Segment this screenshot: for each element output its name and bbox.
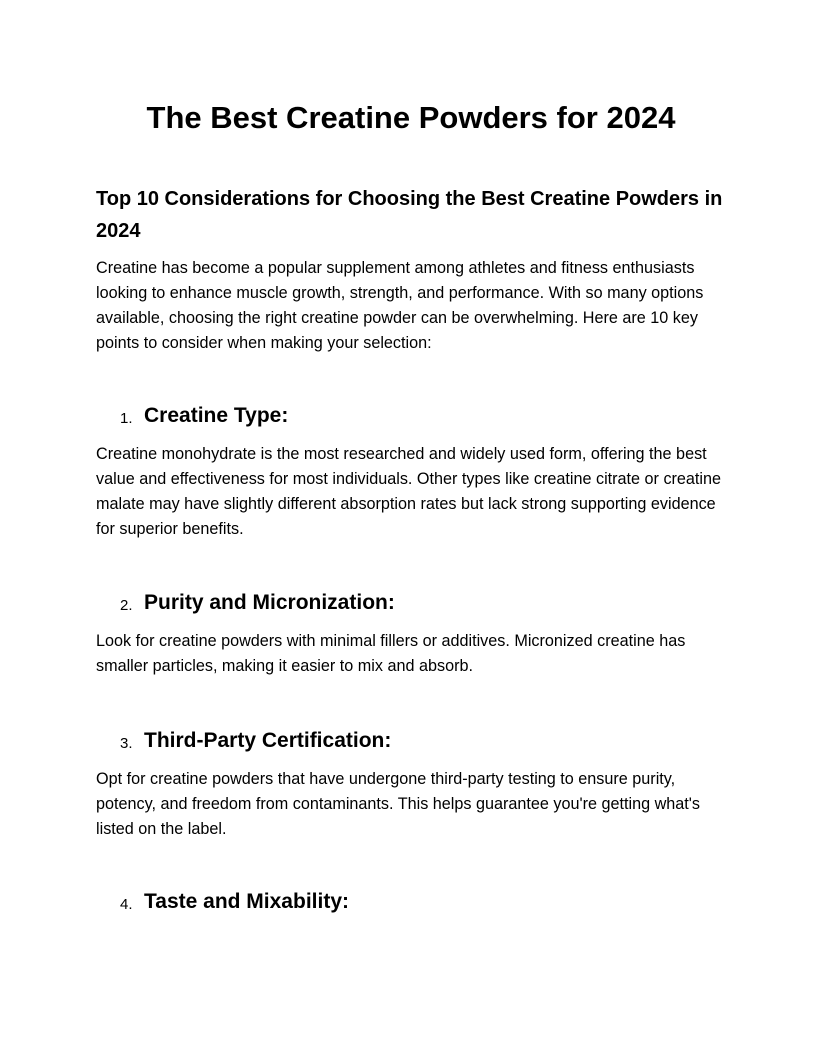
- list-item-title: Purity and Micronization:: [144, 591, 395, 614]
- section-subtitle: Top 10 Considerations for Choosing the Best Creatine Powders in 2024: [96, 188, 723, 242]
- list-item-number: 3.: [120, 735, 133, 752]
- list-item-paragraph-2: Look for creatine powders with minimal fillers or additives. Micronized creatine has smaller particles, making it easier to mix and absorb.: [96, 632, 686, 675]
- list-item-heading-2: [96, 588, 726, 618]
- list-item-paragraph-1: Creatine monohydrate is the most researched and widely used form, offering the best value and effectiveness for most individuals. Other types like creatine citrate or creatine malate may have slightly different absorption rates but lack strong supporting evidence for superior benefits.: [96, 445, 722, 538]
- list-item-title: Taste and Mixability:: [144, 890, 349, 913]
- list-item-paragraph-3: Opt for creatine powders that have undergone third-party testing to ensure purity, potency, and freedom from contaminants. This helps guarantee you're getting what's listed on the label.: [96, 770, 700, 838]
- list-item-number: 1.: [120, 410, 133, 427]
- intro-paragraph: Creatine has become a popular supplement among athletes and fitness enthusiasts looking to enhance muscle growth, strength, and performance. With so many options available, choosing the right creatine powder can be overwhelming. Here are 10 key points to consider when making your selection:: [96, 259, 704, 352]
- list-item-heading-1: [96, 401, 726, 431]
- list-item-title: Creatine Type:: [144, 404, 289, 427]
- list-item-title: Third-Party Certification:: [144, 729, 392, 752]
- page-title: The Best Creatine Powders for 2024: [146, 100, 676, 135]
- list-item-heading-4: [96, 887, 726, 917]
- list-item-heading-3: [96, 726, 726, 756]
- list-item-number: 2.: [120, 597, 133, 614]
- list-item-number: 4.: [120, 896, 133, 913]
